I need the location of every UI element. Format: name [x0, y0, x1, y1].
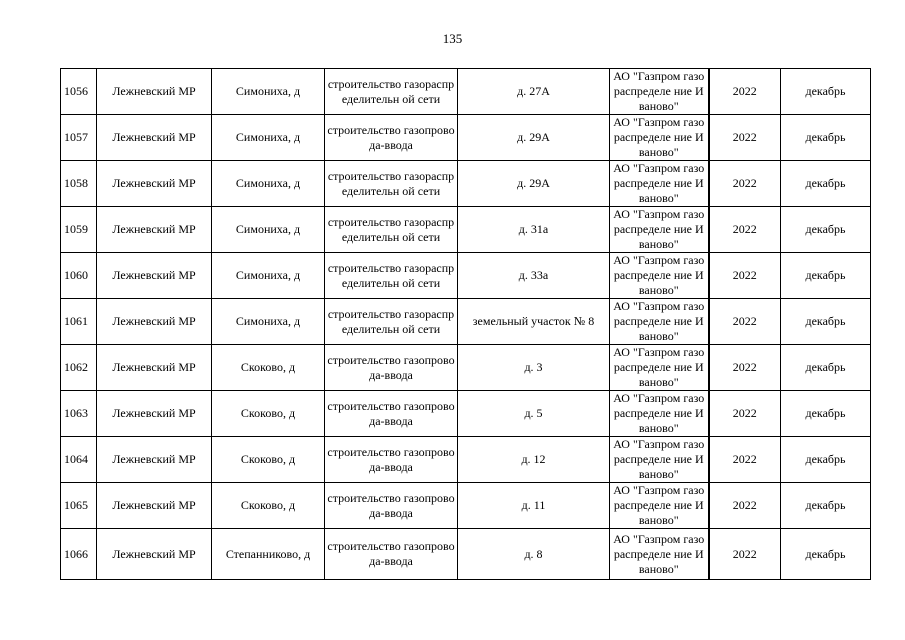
locality-cell: Симониха, д	[212, 161, 325, 207]
row-number-cell: 1057	[61, 115, 97, 161]
district-cell: Лежневский МР	[97, 207, 212, 253]
owner-cell: АО "Газпром газораспределе ние Иваново"	[610, 437, 709, 483]
month-cell: декабрь	[781, 529, 871, 580]
row-number-cell: 1059	[61, 207, 97, 253]
year-cell: 2022	[709, 161, 781, 207]
locality-cell: Степанниково, д	[212, 529, 325, 580]
district-cell: Лежневский МР	[97, 529, 212, 580]
row-number-cell: 1058	[61, 161, 97, 207]
table-row	[61, 69, 871, 115]
row-number-cell: 1064	[61, 437, 97, 483]
locality-cell: Симониха, д	[212, 115, 325, 161]
year-cell: 2022	[709, 345, 781, 391]
locality-cell: Симониха, д	[212, 299, 325, 345]
year-cell: 2022	[709, 299, 781, 345]
work-type-cell: строительство газораспределительн ой сети	[325, 299, 458, 345]
year-cell: 2022	[709, 391, 781, 437]
owner-cell: АО "Газпром газораспределе ние Иваново"	[610, 483, 709, 529]
table-row	[61, 391, 871, 437]
work-type-cell: строительство газопровода-ввода	[325, 115, 458, 161]
address-cell: д. 31а	[458, 207, 610, 253]
address-cell: д. 29А	[458, 161, 610, 207]
year-cell: 2022	[709, 529, 781, 580]
locality-cell: Скоково, д	[212, 391, 325, 437]
owner-cell: АО "Газпром газораспределе ние Иваново"	[610, 253, 709, 299]
work-type-cell: строительство газопровода-ввода	[325, 437, 458, 483]
month-cell: декабрь	[781, 69, 871, 115]
address-cell: д. 3	[458, 345, 610, 391]
work-type-cell: строительство газопровода-ввода	[325, 483, 458, 529]
district-cell: Лежневский МР	[97, 69, 212, 115]
month-cell: декабрь	[781, 253, 871, 299]
district-cell: Лежневский МР	[97, 345, 212, 391]
year-cell: 2022	[709, 483, 781, 529]
row-number-cell: 1066	[61, 529, 97, 580]
owner-cell: АО "Газпром газораспределе ние Иваново"	[610, 115, 709, 161]
year-cell: 2022	[709, 253, 781, 299]
month-cell: декабрь	[781, 299, 871, 345]
district-cell: Лежневский МР	[97, 299, 212, 345]
month-cell: декабрь	[781, 207, 871, 253]
year-cell: 2022	[709, 69, 781, 115]
year-cell: 2022	[709, 437, 781, 483]
year-cell: 2022	[709, 207, 781, 253]
table-row	[61, 529, 871, 580]
district-cell: Лежневский МР	[97, 437, 212, 483]
owner-cell: АО "Газпром газораспределе ние Иваново"	[610, 391, 709, 437]
month-cell: декабрь	[781, 345, 871, 391]
gasification-table	[60, 68, 871, 580]
table-row	[61, 345, 871, 391]
work-type-cell: строительство газораспределительн ой сети	[325, 69, 458, 115]
row-number-cell: 1063	[61, 391, 97, 437]
table-row	[61, 483, 871, 529]
month-cell: декабрь	[781, 437, 871, 483]
locality-cell: Симониха, д	[212, 207, 325, 253]
locality-cell: Симониха, д	[212, 69, 325, 115]
table-row	[61, 207, 871, 253]
address-cell: д. 33а	[458, 253, 610, 299]
address-cell: д. 5	[458, 391, 610, 437]
month-cell: декабрь	[781, 115, 871, 161]
address-cell: д. 29А	[458, 115, 610, 161]
work-type-cell: строительство газопровода-ввода	[325, 529, 458, 580]
row-number-cell: 1061	[61, 299, 97, 345]
owner-cell: АО "Газпром газораспределе ние Иваново"	[610, 345, 709, 391]
work-type-cell: строительство газопровода-ввода	[325, 345, 458, 391]
row-number-cell: 1065	[61, 483, 97, 529]
district-cell: Лежневский МР	[97, 391, 212, 437]
address-cell: д. 27А	[458, 69, 610, 115]
owner-cell: АО "Газпром газораспределе ние Иваново"	[610, 529, 709, 580]
table-row	[61, 437, 871, 483]
owner-cell: АО "Газпром газораспределе ние Иваново"	[610, 69, 709, 115]
table-row	[61, 115, 871, 161]
locality-cell: Симониха, д	[212, 253, 325, 299]
locality-cell: Скоково, д	[212, 483, 325, 529]
district-cell: Лежневский МР	[97, 483, 212, 529]
district-cell: Лежневский МР	[97, 115, 212, 161]
work-type-cell: строительство газораспределительн ой сети	[325, 207, 458, 253]
row-number-cell: 1062	[61, 345, 97, 391]
work-type-cell: строительство газопровода-ввода	[325, 391, 458, 437]
month-cell: декабрь	[781, 391, 871, 437]
address-cell: д. 12	[458, 437, 610, 483]
district-cell: Лежневский МР	[97, 253, 212, 299]
table-row	[61, 161, 871, 207]
row-number-cell: 1056	[61, 69, 97, 115]
table-row	[61, 253, 871, 299]
locality-cell: Скоково, д	[212, 437, 325, 483]
month-cell: декабрь	[781, 161, 871, 207]
table-row	[61, 299, 871, 345]
row-number-cell: 1060	[61, 253, 97, 299]
owner-cell: АО "Газпром газораспределе ние Иваново"	[610, 207, 709, 253]
owner-cell: АО "Газпром газораспределе ние Иваново"	[610, 299, 709, 345]
locality-cell: Скоково, д	[212, 345, 325, 391]
address-cell: д. 8	[458, 529, 610, 580]
month-cell: декабрь	[781, 483, 871, 529]
district-cell: Лежневский МР	[97, 161, 212, 207]
page-number: 135	[442, 31, 463, 46]
address-cell: земельный участок № 8	[458, 299, 610, 345]
address-cell: д. 11	[458, 483, 610, 529]
work-type-cell: строительство газораспределительн ой сети	[325, 253, 458, 299]
owner-cell: АО "Газпром газораспределе ние Иваново"	[610, 161, 709, 207]
work-type-cell: строительство газораспределительн ой сети	[325, 161, 458, 207]
year-cell: 2022	[709, 115, 781, 161]
